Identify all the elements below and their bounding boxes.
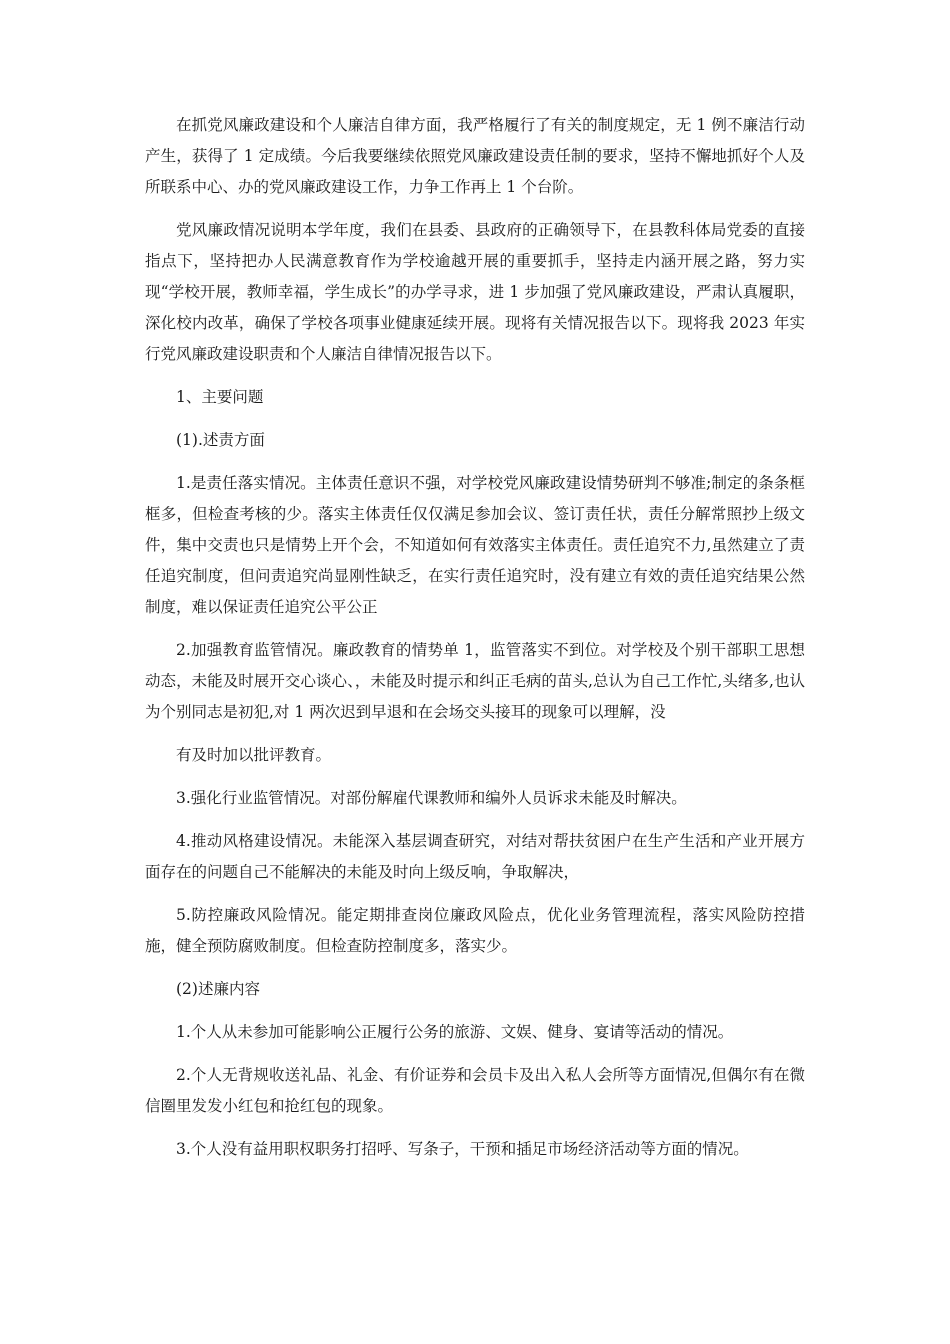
paragraph-integrity-activities: 1.个人从未参加可能影响公正履行公务的旅游、文娱、健身、宴请等活动的情况。	[176, 1023, 734, 1041]
paragraph-risk-control: 5.防控廉政风险情况。能定期排查岗位廉政风险点，优化业务管理流程，落实风险防控措施，健全预防腐败制度。但检查防控制度多，落实少。	[145, 906, 805, 955]
paragraph-industry-supervision: 3.强化行业监管情况。对部份解雇代课教师和编外人员诉求未能及时解决。	[176, 789, 687, 807]
paragraph-education-supervision: 2.加强教育监管情况。廉政教育的情势单 1，监管落实不到位。对学校及个别干部职工思想动态，未能及时展开交心谈心、，未能及时提示和纠正毛病的苗头,总认为自己工作忙,头绪多,也认为个别同志是初犯,对 1 两次迟到早退和在会场交头接耳的现象可以理解，没	[145, 641, 805, 721]
paragraph-situation-report: 党风廉政情况说明本学年度，我们在县委、县政府的正确领导下，在县教科体局党委的直接指点下，坚持把办人民满意教育作为学校逾越开展的重要抓手，坚持走内涵开展之路，努力实现“学校开展，教师幸福，学生成长”的办学寻求，进 1 步加强了党风廉政建设，严肃认真履职，深化校内改革，确保了学校各项事业健康延续开展。现将有关情况报告以下。现将我 2023 年实行党风廉政建设职责和个人廉洁自律情况报告以下。	[145, 221, 805, 363]
paragraph-style-building: 4.推动风格建设情况。未能深入基层调查研究，对结对帮扶贫困户在生产生活和产业开展方面存在的问题自己不能解决的未能及时向上级反响，争取解决，	[145, 832, 805, 881]
paragraph-integrity-power-use: 3.个人没有益用职权职务打招呼、写条子，干预和插足市场经济活动等方面的情况。	[176, 1140, 749, 1158]
paragraph-self-discipline-summary: 在抓党风廉政建设和个人廉洁自律方面，我严格履行了有关的制度规定，无 1 例不廉洁行动产生，获得了 1 定成绩。今后我要继续依照党风廉政建设责任制的要求，坚持不懈地抓好个人及所联系中心、办的党风廉政建设工作，力争工作再上 1 个台阶。	[145, 116, 805, 196]
subsection-heading-integrity: (2)述廉内容	[176, 980, 260, 998]
paragraph-integrity-gifts: 2.个人无背规收送礼品、礼金、有价证券和会员卡及出入私人会所等方面情况,但偶尔有在微信圈里发发小红包和抢红包的现象。	[145, 1066, 805, 1115]
section-heading-main-issues: 1、主要问题	[176, 388, 264, 406]
paragraph-education-continuation: 有及时加以批评教育。	[176, 746, 332, 764]
paragraph-responsibility-implementation: 1.是责任落实情况。主体责任意识不强，对学校党风廉政建设情势研判不够准;制定的条条框框多，但检查考核的少。落实主体责任仅仅满足参加会议、签订责任状，责任分解常照抄上级文件，集中交责也只是情势上开个会，不知道如何有效落实主体责任。责任追究不力,虽然建立了责任追究制度，但问责追究尚显刚性缺乏，在实行责任追究时，没有建立有效的责任追究结果公然制度，难以保证责任追究公平公正	[145, 474, 805, 616]
subsection-heading-responsibility: (1).述责方面	[176, 431, 265, 449]
document-body	[145, 110, 805, 1177]
